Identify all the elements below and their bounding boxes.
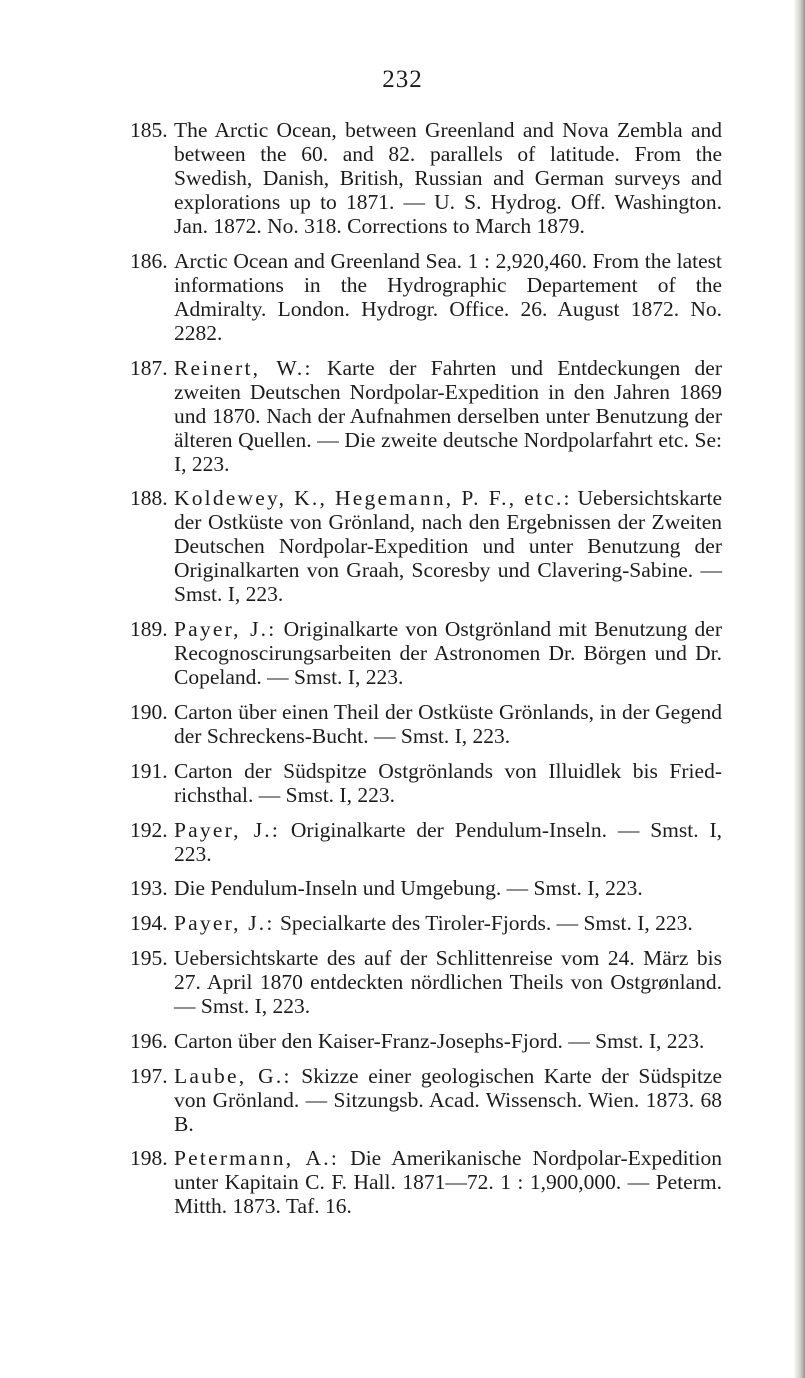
entry-text: The Arctic Ocean, between Greenland and Nova Zembla and between the 60. and 82. parallels of latitude. From the Swedish, Danish, British, Russian and German surveys and explorations up to 1871. — U. S. Hydrog. Off. Washington. Jan. 1872. No. 318. Corrections to March 1879.	[174, 118, 722, 238]
entry-text: Skizze einer geologischen Karte der Südspitze von Grönland. — Sitzungsb. Acad. Wissensch. Wien. 1873. 68 B.	[174, 1063, 723, 1136]
entry-author: Petermann, A.:	[174, 1146, 339, 1171]
entry-text: Die Pendulum-Inseln und Umgebung. — Smst. I, 223.	[174, 876, 643, 901]
entry-author: Payer, J.:	[174, 617, 277, 642]
entry-number: 193.	[130, 876, 168, 901]
entry-text: Carton der Südspitze Ostgrönlands von Illuidlek bis Friedrichsthal. — Smst. I, 223.	[174, 758, 722, 807]
entry-text: Uebersichtskarte des auf der Schlittenreise vom 24. März bis 27. April 1870 entdeckten nördlichen Theils von Ostgrønland. — Smst. I, 223.	[174, 945, 722, 1018]
entry-number: 187.	[130, 355, 168, 380]
entry-number: 186.	[130, 248, 168, 273]
catalog-entry	[130, 911, 722, 935]
catalog-entry	[130, 356, 722, 476]
page-edge-shadow	[793, 0, 805, 1378]
entry-text: Arctic Ocean and Greenland Sea. 1 : 2,920,460. From the latest informations in the Hydrographic Departement of the Admiralty. London. Hydrogr. Office. 26. August 1872. No. 2282.	[174, 248, 722, 345]
catalog-entry	[130, 818, 722, 866]
entry-number: 192.	[130, 817, 168, 842]
catalog-entry	[130, 1064, 722, 1136]
entry-number: 188.	[130, 486, 168, 511]
catalog-entry	[130, 1146, 722, 1218]
entry-author: Payer, J.:	[174, 817, 281, 842]
entry-number: 197.	[130, 1063, 168, 1088]
entry-number: 194.	[130, 911, 168, 936]
entry-text: Uebersichtskarte der Ostküste von Grönland, nach den Ergebnissen der Zweiten Deutschen Nordpolar-Expedition und unter Benutzung der Originalkarten von Graah, Scoresby und Clavering-Sabine. — Smst. I, 223.	[174, 486, 722, 607]
entry-number: 196.	[130, 1028, 168, 1053]
catalog-entry	[130, 617, 722, 689]
catalog-entries	[130, 118, 722, 1229]
entry-author: Reinert, W.:	[174, 355, 313, 380]
catalog-entry	[130, 486, 722, 606]
entry-text: Originalkarte der Pendulum-Inseln. — Smst. I, 223.	[174, 817, 722, 866]
catalog-entry	[130, 946, 722, 1018]
entry-text: Karte der Fahrten und Entdeckungen der zweiten Deutschen Nordpolar-Expedition in den Jahren 1869 und 1870. Nach der Aufnahmen derselben unter Benutzung der älteren Quellen. — Die zweite deutsche Nordpolarfahrt etc. Se: I, 223.	[174, 355, 722, 476]
entry-text: Specialkarte des Tiroler-Fjords. — Smst. I, 223.	[274, 911, 693, 936]
catalog-entry	[130, 1029, 722, 1053]
catalog-entry	[130, 759, 722, 807]
entry-number: 198.	[130, 1146, 168, 1171]
entry-author: Payer, J.:	[174, 911, 275, 936]
entry-number: 191.	[130, 758, 168, 783]
entry-text: Originalkarte von Ostgrönland mit Benutzung der Recognoscirungsarbeiten der Astronomen Dr. Börgen und Dr. Copeland. — Smst. I, 223.	[174, 617, 723, 690]
entry-number: 185.	[130, 118, 168, 142]
catalog-entry	[130, 118, 722, 238]
entry-number: 195.	[130, 945, 168, 970]
entry-text: Carton über einen Theil der Ostküste Grönlands, in der Gegend der Schreckens-Bucht. — Smst. I, 223.	[174, 699, 722, 748]
entry-author: Koldewey, K., Hegemann, P. F., etc.:	[174, 486, 572, 511]
entry-text: Carton über den Kaiser-Franz-Josephs-Fjord. — Smst. I, 223.	[174, 1028, 705, 1053]
page-number: 232	[382, 66, 423, 93]
entry-number: 190.	[130, 699, 168, 724]
entry-number: 189.	[130, 617, 168, 642]
catalog-entry	[130, 700, 722, 748]
catalog-entry	[130, 249, 722, 345]
catalog-entry	[130, 876, 722, 900]
entry-author: Laube, G.:	[174, 1063, 292, 1088]
entry-text: Die Amerikanische Nordpolar-Expedition unter Kapitain C. F. Hall. 1871—72. 1 : 1,900,000. — Peterm. Mitth. 1873. Taf. 16.	[174, 1146, 722, 1219]
